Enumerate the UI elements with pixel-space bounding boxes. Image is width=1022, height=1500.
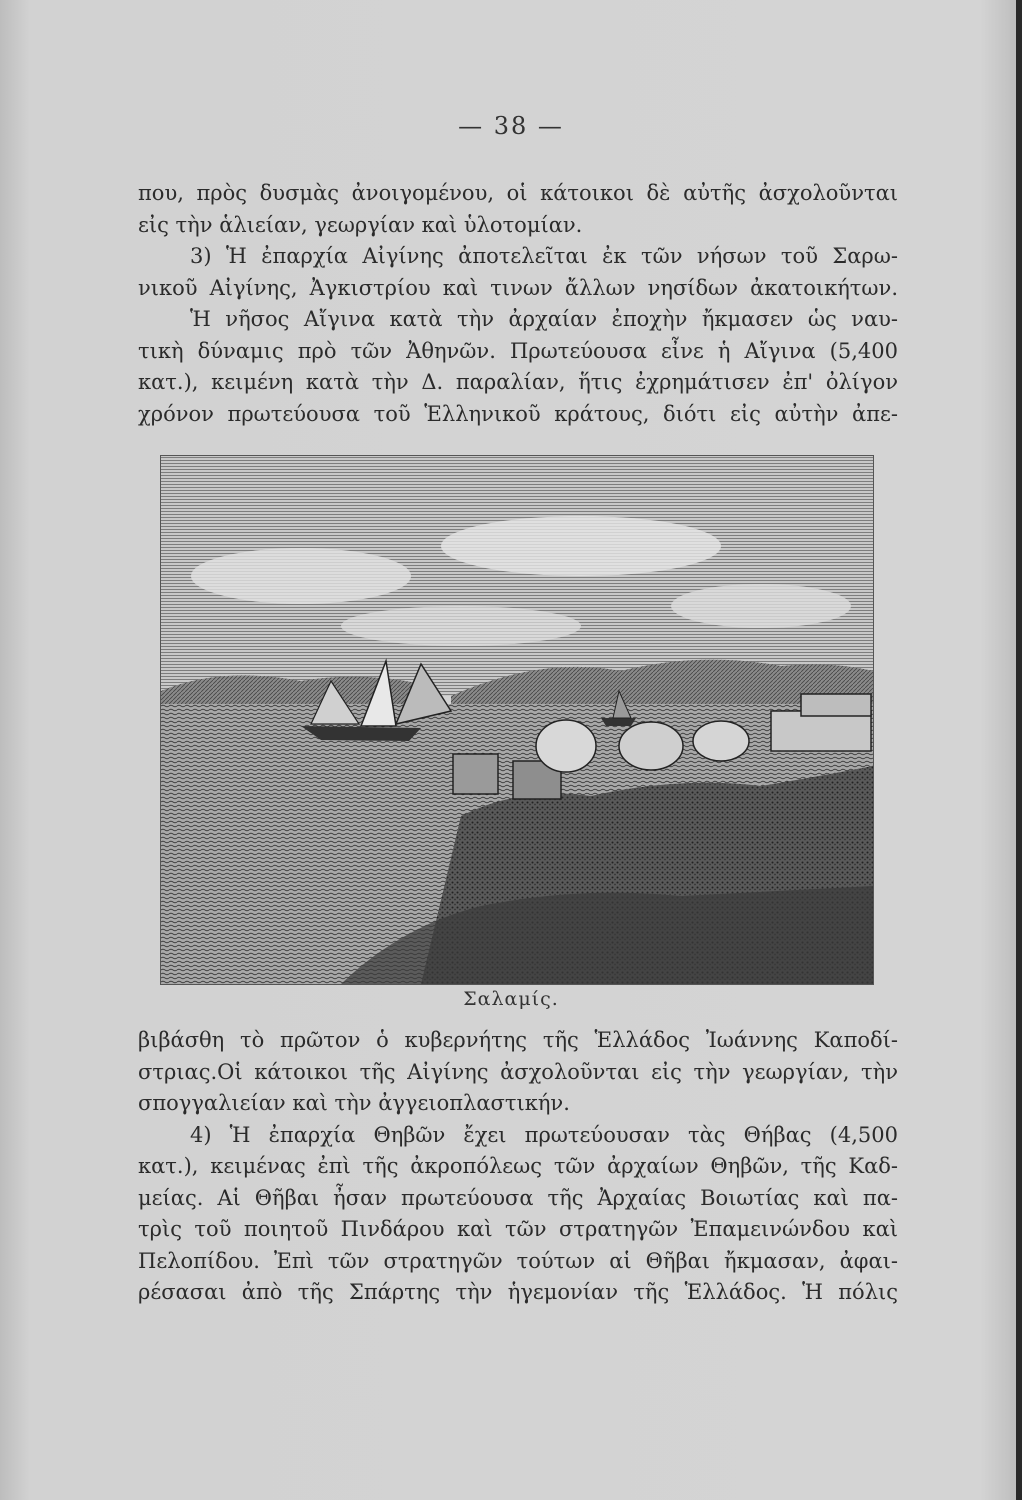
- text-line: εἰς τὴν ἁλιείαν, γεωργίαν καὶ ὑλοτομίαν.: [138, 212, 583, 237]
- text-line: χρόνον πρωτεύουσα τοῦ Ἑλληνικοῦ κράτους, διότι εἰς αὐτὴν ἀπε-: [138, 401, 898, 426]
- text-line: στριας.Οἱ κάτοικοι τῆς Αἰγίνης ἀσχολοῦνται εἰς τὴν γεωργίαν, τὴν: [138, 1059, 898, 1084]
- figure-caption: Σαλαμίς.: [463, 988, 559, 1010]
- engraving-illustration: [160, 455, 874, 985]
- text-line: 3) Ἡ ἐπαρχία Αἰγίνης ἀποτελεῖται ἐκ τῶν νήσων τοῦ Σαρω-: [190, 244, 898, 268]
- page-edge: [1016, 0, 1022, 1500]
- text-line: ρέσασαι ἀπὸ τῆς Σπάρτης τὴν ἡγεμονίαν τῆς Ἑλλάδος. Ἡ πόλις: [138, 1280, 898, 1304]
- text-line: Πελοπίδου. Ἐπὶ τῶν στρατηγῶν τούτων αἱ Θῆβαι ἤκμασαν, ἀφαι-: [138, 1248, 898, 1273]
- page-number: — 38 —: [458, 112, 564, 140]
- text-line: σπογγαλιείαν καὶ τὴν ἀγγειοπλαστικήν.: [138, 1091, 570, 1115]
- text-line: Ἡ νῆσος Αἴγινα κατὰ τὴν ἀρχαίαν ἐποχὴν ἤκμασεν ὡς ναυ-: [190, 307, 898, 331]
- text-line: τρὶς τοῦ ποιητοῦ Πινδάρου καὶ τῶν στρατηγῶν Ἐπαμεινώνδου καὶ: [138, 1217, 898, 1241]
- text-line: που, πρὸς δυσμὰς ἀνοιγομένου, οἱ κάτοικοι δὲ αὐτῆς ἀσχολοῦνται: [138, 181, 898, 205]
- text-line: τικὴ δύναμις πρὸ τῶν Ἀθηνῶν. Πρωτεύουσα εἶνε ἡ Αἴγινα (5,400: [138, 338, 898, 363]
- text-line: 4) Ἡ ἐπαρχία Θηβῶν ἔχει πρωτεύουσαν τὰς Θήβας (4,500: [190, 1122, 898, 1147]
- salamis-engraving: [161, 456, 873, 984]
- text-line: κατ.), κειμένας ἐπὶ τῆς ἀκροπόλεως τῶν ἀρχαίων Θηβῶν, τῆς Καδ-: [138, 1154, 898, 1178]
- text-line: κατ.), κειμένη κατὰ τὴν Δ. παραλίαν, ἥτις ἐχρημάτισεν ἐπ' ὀλίγον: [138, 370, 898, 394]
- bottom-paragraphs: [138, 1025, 898, 1309]
- text-line: βιβάσθη τὸ πρῶτον ὁ κυβερνήτης τῆς Ἑλλάδος Ἰωάννης Καποδί-: [138, 1028, 898, 1052]
- text-line: νικοῦ Αἰγίνης, Ἀγκιστρίου καὶ τινων ἄλλων νησίδων ἀκατοικήτων.: [138, 275, 898, 300]
- top-paragraphs: [138, 178, 898, 430]
- text-line: μείας. Αἱ Θῆβαι ἦσαν πρωτεύουσα τῆς Ἀρχαίας Βοιωτίας καὶ πα-: [138, 1185, 898, 1210]
